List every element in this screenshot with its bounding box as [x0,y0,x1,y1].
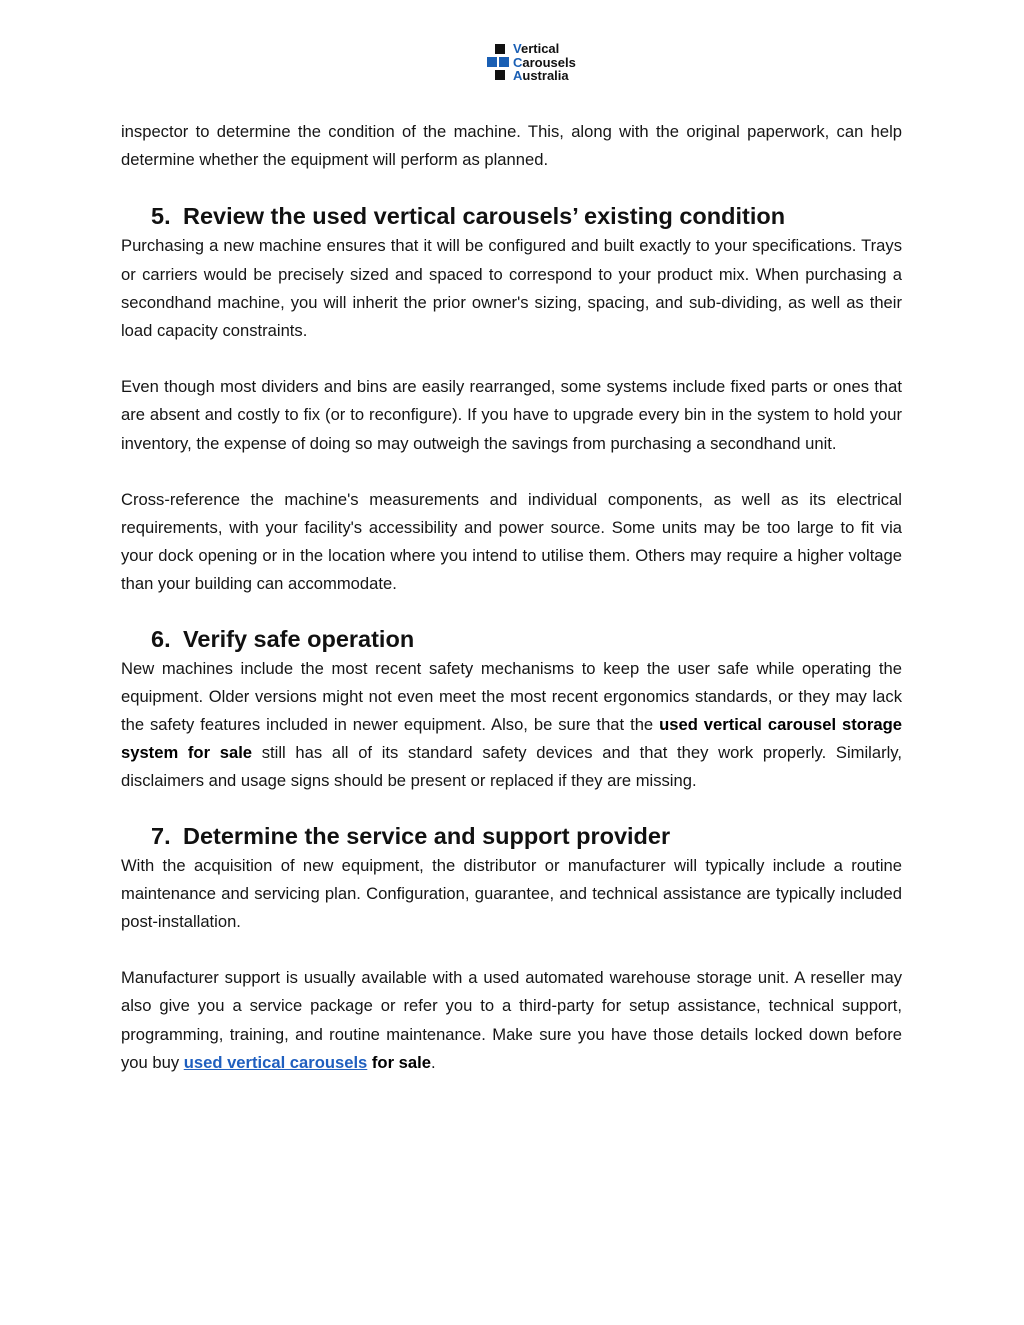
section-6-paragraph-1 [121,655,902,796]
section-5-title: Review the used vertical carousels’ existing condition [183,203,786,230]
company-logo [487,42,597,86]
section-5-paragraph-1: Purchasing a new machine ensures that it will be configured and built exactly to your specifications. Trays or carriers would be precisely sized and spaced to correspond to your product mix. When purchasing a secondhand machine, you will inherit the prior owner's sizing, spacing, and sub-dividing, as well as their load capacity constraints. [121,236,902,341]
intro-paragraph: inspector to determine the condition of the machine. This, along with the original paperwork, can help determine whether the equipment will perform as planned. [121,122,902,170]
section-6-bold-phrase: used vertical carousel storage system for sale [121,715,902,763]
section-5-paragraph-2: Even though most dividers and bins are easily rearranged, some systems include fixed parts or ones that are absent and costly to fix (or to reconfigure). If you have to upgrade every bin in the system to hold your inventory, the expense of doing so may outweigh the savings from purchasing a secondhand unit. [121,377,902,453]
section-5-paragraph-3: Cross-reference the machine's measurements and individual components, as well as its electrical requirements, with your facility's accessibility and power source. Some units may be too large to fit via your dock opening or in the location where you intend to utilise them. Others may require a higher voltage than your building can accommodate. [121,489,902,594]
section-6-heading [121,623,902,655]
section-7-number: 7. [151,822,171,849]
section-7-paragraph-1: With the acquisition of new equipment, the distributor or manufacturer will typically include a routine maintenance and servicing plan. Configuration, guarantee, and technical assistance are typically included post-installation. [121,855,902,932]
section-7-heading [121,820,902,852]
section-7-text-start: Manufacturer support is usually available with a used automated warehouse storage unit. A reseller may also give you a service package or refer you to a third-party for setup assistance, technical support, programming, training, and routine maintenance. Make sure you have those details locked down before you buy [121,968,902,1072]
section-6-title: Verify safe operation [183,625,415,652]
document-body [121,118,902,1077]
section-7-title: Determine the service and support provider [183,822,671,849]
section-7-bold-phrase: for sale [367,1052,431,1072]
section-5-heading [121,200,902,232]
section-7-text-end: . [430,1052,436,1072]
used-vertical-carousels-link[interactable]: used vertical carousels [183,1052,368,1072]
section-5-number: 5. [151,203,171,230]
logo-wordmark: Vertical Carousels Australia [513,41,576,83]
section-6-number: 6. [151,625,171,652]
logo-squares-icon [487,44,511,84]
section-6-text-end: still has all of its standard safety devices and that they work properly. Similarly, disclaimers and usage signs should be present or replaced if they are missing. [121,743,902,791]
section-7-paragraph-2 [121,964,902,1077]
section-6-text-start: New machines include the most recent safety mechanisms to keep the user safe while operating the equipment. Older versions might not even meet the most recent ergonomics standards, or they may lack the safety features included in newer equipment. Also, be sure that the [121,658,902,735]
